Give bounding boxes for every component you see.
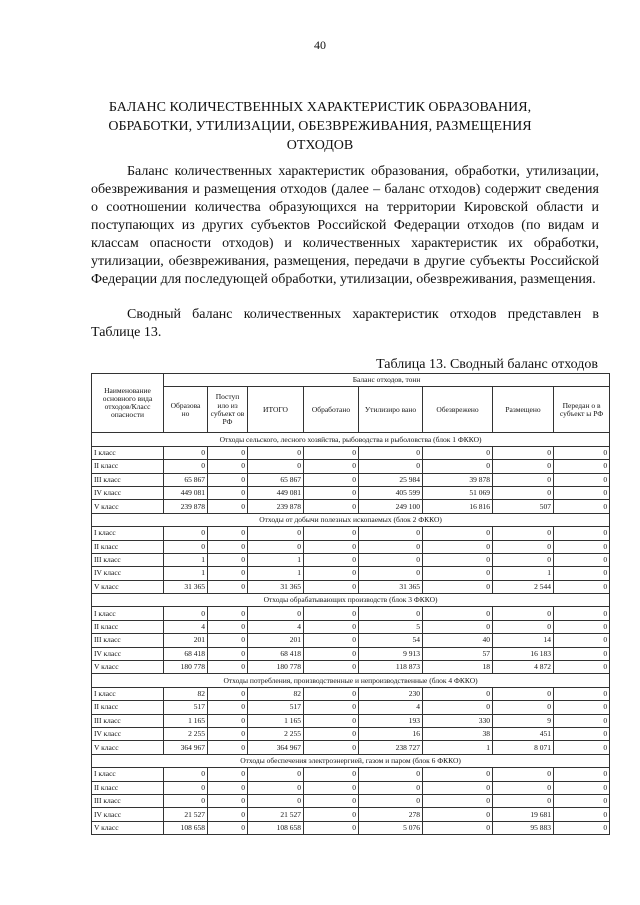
column-header-cell: Обезврежено: [423, 387, 493, 433]
value-cell: 201: [248, 634, 304, 647]
value-cell: 364 967: [248, 741, 304, 754]
row-header-cell: Наименование основного вида отходов/Класс опасности: [92, 374, 164, 433]
value-cell: 0: [359, 553, 423, 566]
value-cell: 9 913: [359, 647, 423, 660]
value-cell: 0: [304, 647, 359, 660]
value-cell: 0: [248, 781, 304, 794]
value-cell: 180 778: [248, 661, 304, 674]
value-cell: 4: [164, 620, 208, 633]
value-cell: 9: [493, 714, 554, 727]
value-cell: 0: [304, 500, 359, 513]
value-cell: 0: [304, 661, 359, 674]
value-cell: 0: [423, 527, 493, 540]
value-cell: 0: [208, 647, 248, 660]
hazard-class-cell: I класс: [92, 527, 164, 540]
hazard-class-cell: V класс: [92, 580, 164, 593]
value-cell: 1 165: [248, 714, 304, 727]
value-cell: 0: [423, 567, 493, 580]
value-cell: 16 183: [493, 647, 554, 660]
hazard-class-cell: II класс: [92, 701, 164, 714]
value-cell: 0: [208, 661, 248, 674]
value-cell: 4: [359, 701, 423, 714]
value-cell: 0: [248, 460, 304, 473]
table-row: [92, 634, 610, 647]
table-header: [92, 374, 610, 433]
header-row-group: [92, 374, 610, 387]
value-cell: 19 681: [493, 808, 554, 821]
value-cell: 0: [304, 460, 359, 473]
value-cell: 51 069: [423, 486, 493, 499]
value-cell: 0: [248, 446, 304, 459]
value-cell: 0: [208, 460, 248, 473]
value-cell: 0: [208, 540, 248, 553]
waste-balance-table: [91, 373, 610, 835]
value-cell: 0: [208, 794, 248, 807]
column-header-cell: Образова но: [164, 387, 208, 433]
value-cell: 68 418: [248, 647, 304, 660]
hazard-class-cell: I класс: [92, 687, 164, 700]
value-cell: 0: [493, 781, 554, 794]
value-cell: 0: [359, 768, 423, 781]
hazard-class-cell: III класс: [92, 714, 164, 727]
value-cell: 4: [248, 620, 304, 633]
hazard-class-cell: III класс: [92, 553, 164, 566]
reference-paragraph: Сводный баланс количественных характеристик отходов представлен в Таблице 13.: [91, 307, 599, 340]
value-cell: 0: [493, 527, 554, 540]
value-cell: 0: [423, 794, 493, 807]
table-row: [92, 727, 610, 740]
value-cell: 0: [359, 446, 423, 459]
section-row: [92, 754, 610, 767]
value-cell: 451: [493, 727, 554, 740]
hazard-class-cell: II класс: [92, 460, 164, 473]
value-cell: 0: [164, 446, 208, 459]
value-cell: 0: [493, 446, 554, 459]
value-cell: 0: [304, 714, 359, 727]
value-cell: 0: [423, 808, 493, 821]
value-cell: 1: [423, 741, 493, 754]
value-cell: 0: [304, 580, 359, 593]
value-cell: 0: [208, 808, 248, 821]
value-cell: 0: [208, 446, 248, 459]
value-cell: 0: [493, 607, 554, 620]
value-cell: 0: [208, 741, 248, 754]
value-cell: 238 727: [359, 741, 423, 754]
value-cell: 0: [164, 460, 208, 473]
value-cell: 95 883: [493, 821, 554, 834]
value-cell: 0: [359, 567, 423, 580]
value-cell: 0: [164, 607, 208, 620]
value-cell: 0: [208, 687, 248, 700]
hazard-class-cell: II класс: [92, 540, 164, 553]
value-cell: 0: [493, 701, 554, 714]
value-cell: 0: [423, 580, 493, 593]
hazard-class-cell: IV класс: [92, 486, 164, 499]
value-cell: 449 081: [164, 486, 208, 499]
value-cell: 25 984: [359, 473, 423, 486]
hazard-class-cell: V класс: [92, 741, 164, 754]
hazard-class-cell: I класс: [92, 607, 164, 620]
value-cell: 0: [208, 567, 248, 580]
value-cell: 1: [164, 553, 208, 566]
intro-paragraph: Баланс количественных характеристик образования, обработки, утилизации, обезвреживания и размещения отходов (далее – баланс отходов) содержит сведения о соотношении количества образующихся на территории Кировской области и поступающих из других субъектов Российской Федерации отходов (по видам и классам опасности отходов) и количественных характеристик их обработки, утилизации, обезвреживания, размещения, передачи в другие субъекты Российской Федерации для последующей обработки, утилизации, обезвреживания, размещения.: [91, 164, 599, 287]
table-row: [92, 821, 610, 834]
value-cell: 14: [493, 634, 554, 647]
value-cell: 0: [554, 607, 610, 620]
page-number: 40: [314, 38, 326, 52]
value-cell: 517: [164, 701, 208, 714]
value-cell: 0: [304, 553, 359, 566]
value-cell: 5 076: [359, 821, 423, 834]
value-cell: 0: [493, 473, 554, 486]
value-cell: 193: [359, 714, 423, 727]
value-cell: 0: [248, 794, 304, 807]
value-cell: 57: [423, 647, 493, 660]
value-cell: 16: [359, 727, 423, 740]
table-row: [92, 647, 610, 660]
table-row: [92, 473, 610, 486]
value-cell: 0: [304, 741, 359, 754]
table-row: [92, 768, 610, 781]
value-cell: 31 365: [248, 580, 304, 593]
value-cell: 0: [423, 701, 493, 714]
value-cell: 0: [554, 714, 610, 727]
value-cell: 16 816: [423, 500, 493, 513]
value-cell: 0: [423, 768, 493, 781]
value-cell: 0: [208, 768, 248, 781]
value-cell: 0: [423, 446, 493, 459]
value-cell: 0: [554, 500, 610, 513]
value-cell: 0: [554, 620, 610, 633]
value-cell: 0: [208, 473, 248, 486]
value-cell: 0: [359, 781, 423, 794]
value-cell: 2 255: [164, 727, 208, 740]
hazard-class-cell: IV класс: [92, 647, 164, 660]
value-cell: 0: [423, 781, 493, 794]
value-cell: 0: [208, 500, 248, 513]
value-cell: 0: [493, 460, 554, 473]
value-cell: 0: [554, 647, 610, 660]
value-cell: 0: [554, 473, 610, 486]
table-caption: Таблица 13. Сводный баланс отходов: [376, 357, 598, 372]
hazard-class-cell: III класс: [92, 473, 164, 486]
value-cell: 0: [359, 460, 423, 473]
value-cell: 0: [304, 540, 359, 553]
value-cell: 5: [359, 620, 423, 633]
value-cell: 0: [493, 794, 554, 807]
table-row: [92, 460, 610, 473]
value-cell: 0: [208, 714, 248, 727]
value-cell: 0: [208, 607, 248, 620]
value-cell: 0: [493, 553, 554, 566]
value-cell: 68 418: [164, 647, 208, 660]
value-cell: 31 365: [359, 580, 423, 593]
value-cell: 0: [164, 781, 208, 794]
value-cell: 1: [164, 567, 208, 580]
value-cell: 0: [423, 821, 493, 834]
value-cell: 0: [208, 486, 248, 499]
section-title-cell: Отходы сельского, лесного хозяйства, рыбоводства и рыболовства (блок 1 ФККО): [92, 433, 610, 446]
value-cell: 118 873: [359, 661, 423, 674]
value-cell: 0: [423, 553, 493, 566]
value-cell: 0: [423, 687, 493, 700]
value-cell: 0: [554, 661, 610, 674]
value-cell: 0: [304, 687, 359, 700]
value-cell: 0: [164, 540, 208, 553]
value-cell: 230: [359, 687, 423, 700]
value-cell: 0: [304, 794, 359, 807]
hazard-class-cell: III класс: [92, 794, 164, 807]
hazard-class-cell: I класс: [92, 768, 164, 781]
value-cell: 18: [423, 661, 493, 674]
table-row: [92, 446, 610, 459]
value-cell: 0: [304, 567, 359, 580]
section-title-cell: Отходы обрабатывающих производств (блок 3 ФККО): [92, 594, 610, 607]
section-row: [92, 674, 610, 687]
table-row: [92, 661, 610, 674]
value-cell: 0: [554, 446, 610, 459]
table-row: [92, 527, 610, 540]
value-cell: 0: [493, 620, 554, 633]
value-cell: 0: [423, 620, 493, 633]
table-row: [92, 486, 610, 499]
value-cell: 0: [554, 634, 610, 647]
value-cell: 0: [554, 567, 610, 580]
value-cell: 0: [304, 808, 359, 821]
table-row: [92, 580, 610, 593]
value-cell: 330: [423, 714, 493, 727]
hazard-class-cell: II класс: [92, 781, 164, 794]
value-cell: 0: [554, 553, 610, 566]
value-cell: 0: [554, 781, 610, 794]
table-row: [92, 540, 610, 553]
table-body: [92, 433, 610, 835]
value-cell: 0: [304, 821, 359, 834]
hazard-class-cell: II класс: [92, 620, 164, 633]
column-header-cell: Передан о в субъект ы РФ: [554, 387, 610, 433]
value-cell: 38: [423, 727, 493, 740]
value-cell: 108 658: [248, 821, 304, 834]
value-cell: 0: [554, 768, 610, 781]
value-cell: 0: [554, 727, 610, 740]
value-cell: 0: [554, 460, 610, 473]
value-cell: 249 100: [359, 500, 423, 513]
hazard-class-cell: V класс: [92, 500, 164, 513]
value-cell: 1: [248, 567, 304, 580]
value-cell: 31 365: [164, 580, 208, 593]
section-row: [92, 513, 610, 526]
value-cell: 0: [164, 794, 208, 807]
value-cell: 1: [248, 553, 304, 566]
value-cell: 54: [359, 634, 423, 647]
value-cell: 0: [359, 607, 423, 620]
section-row: [92, 433, 610, 446]
value-cell: 0: [208, 553, 248, 566]
value-cell: 0: [554, 741, 610, 754]
value-cell: 239 878: [164, 500, 208, 513]
value-cell: 0: [554, 808, 610, 821]
value-cell: 0: [248, 527, 304, 540]
table-row: [92, 741, 610, 754]
value-cell: 1 165: [164, 714, 208, 727]
value-cell: 517: [248, 701, 304, 714]
table-row: [92, 553, 610, 566]
value-cell: 180 778: [164, 661, 208, 674]
section-row: [92, 594, 610, 607]
value-cell: 0: [304, 620, 359, 633]
column-header-cell: Поступ ило из субъект ов РФ: [208, 387, 248, 433]
hazard-class-cell: IV класс: [92, 808, 164, 821]
value-cell: 0: [304, 473, 359, 486]
value-cell: 0: [304, 781, 359, 794]
value-cell: 65 867: [248, 473, 304, 486]
value-cell: 0: [248, 768, 304, 781]
value-cell: 0: [304, 607, 359, 620]
value-cell: 278: [359, 808, 423, 821]
value-cell: 201: [164, 634, 208, 647]
value-cell: 0: [304, 634, 359, 647]
value-cell: 0: [554, 527, 610, 540]
table-row: [92, 567, 610, 580]
hazard-class-cell: V класс: [92, 661, 164, 674]
value-cell: 0: [208, 580, 248, 593]
value-cell: 0: [304, 446, 359, 459]
column-header-cell: Обработано: [304, 387, 359, 433]
table-row: [92, 781, 610, 794]
table-row: [92, 620, 610, 633]
value-cell: 2 544: [493, 580, 554, 593]
value-cell: 0: [248, 540, 304, 553]
value-cell: 0: [554, 540, 610, 553]
value-cell: 0: [208, 727, 248, 740]
column-header-cell: Размещено: [493, 387, 554, 433]
table-row: [92, 687, 610, 700]
hazard-class-cell: III класс: [92, 634, 164, 647]
value-cell: 0: [554, 701, 610, 714]
value-cell: 0: [554, 580, 610, 593]
table-row: [92, 714, 610, 727]
value-cell: 0: [164, 768, 208, 781]
value-cell: 449 081: [248, 486, 304, 499]
table-row: [92, 701, 610, 714]
column-header-cell: ИТОГО: [248, 387, 304, 433]
value-cell: 0: [304, 701, 359, 714]
value-cell: 0: [359, 527, 423, 540]
section-title-cell: Отходы от добычи полезных ископаемых (блок 2 ФККО): [92, 513, 610, 526]
value-cell: 0: [304, 486, 359, 499]
value-cell: 0: [554, 794, 610, 807]
value-cell: 0: [208, 527, 248, 540]
value-cell: 0: [304, 527, 359, 540]
value-cell: 364 967: [164, 741, 208, 754]
value-cell: 40: [423, 634, 493, 647]
value-cell: 0: [493, 768, 554, 781]
section-title-cell: Отходы обеспечения электроэнергией, газом и паром (блок 6 ФККО): [92, 754, 610, 767]
value-cell: 0: [208, 701, 248, 714]
value-cell: 21 527: [248, 808, 304, 821]
value-cell: 0: [493, 540, 554, 553]
hazard-class-cell: I класс: [92, 446, 164, 459]
value-cell: 0: [554, 486, 610, 499]
value-cell: 0: [248, 607, 304, 620]
table-row: [92, 794, 610, 807]
value-cell: 0: [359, 794, 423, 807]
hazard-class-cell: IV класс: [92, 567, 164, 580]
section-title: БАЛАНС КОЛИЧЕСТВЕННЫХ ХАРАКТЕРИСТИК ОБРАЗОВАНИЯ, ОБРАБОТКИ, УТИЛИЗАЦИИ, ОБЕЗВРЕЖИВАНИЯ, РАЗМЕЩЕНИЯ ОТХОДОВ: [108, 100, 532, 153]
value-cell: 0: [208, 821, 248, 834]
value-cell: 39 878: [423, 473, 493, 486]
table-row: [92, 808, 610, 821]
value-cell: 0: [304, 768, 359, 781]
value-cell: 8 071: [493, 741, 554, 754]
value-cell: 0: [493, 486, 554, 499]
value-cell: 1: [493, 567, 554, 580]
column-header-cell: Утилизиро вано: [359, 387, 423, 433]
value-cell: 0: [208, 620, 248, 633]
value-cell: 0: [554, 687, 610, 700]
value-cell: 0: [423, 607, 493, 620]
value-cell: 0: [554, 821, 610, 834]
hazard-class-cell: IV класс: [92, 727, 164, 740]
value-cell: 507: [493, 500, 554, 513]
value-cell: 0: [304, 727, 359, 740]
value-cell: 0: [493, 687, 554, 700]
group-header-cell: Баланс отходов, тонн: [164, 374, 610, 387]
section-title-cell: Отходы потребления, производственные и непроизводственные (блок 4 ФККО): [92, 674, 610, 687]
table-row: [92, 500, 610, 513]
value-cell: 82: [248, 687, 304, 700]
value-cell: 239 878: [248, 500, 304, 513]
value-cell: 108 658: [164, 821, 208, 834]
column-header-row: [92, 387, 610, 433]
value-cell: 65 867: [164, 473, 208, 486]
value-cell: 405 599: [359, 486, 423, 499]
value-cell: 0: [359, 540, 423, 553]
value-cell: 0: [423, 540, 493, 553]
value-cell: 82: [164, 687, 208, 700]
value-cell: 0: [208, 781, 248, 794]
value-cell: 0: [423, 460, 493, 473]
value-cell: 21 527: [164, 808, 208, 821]
value-cell: 0: [164, 527, 208, 540]
value-cell: 2 255: [248, 727, 304, 740]
hazard-class-cell: V класс: [92, 821, 164, 834]
value-cell: 0: [208, 634, 248, 647]
value-cell: 4 872: [493, 661, 554, 674]
table-row: [92, 607, 610, 620]
